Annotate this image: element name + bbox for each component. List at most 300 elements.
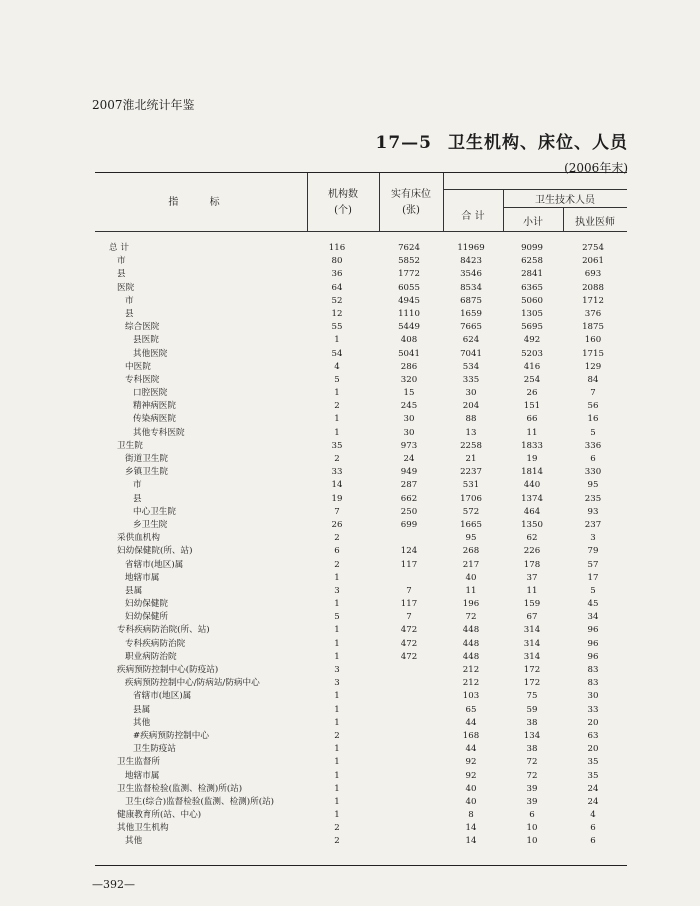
header-rule bbox=[503, 207, 627, 208]
cell-subtotal: 440 bbox=[523, 480, 541, 491]
cell-institutions: 14 bbox=[331, 480, 343, 491]
cell-beds: 699 bbox=[400, 519, 418, 530]
cell-total: 103 bbox=[462, 691, 480, 702]
cell-beds: 30 bbox=[403, 427, 415, 438]
cell-doctors: 6 bbox=[590, 454, 596, 464]
cell-institutions: 2 bbox=[334, 454, 340, 464]
table-number: 17—5 bbox=[375, 133, 432, 153]
row-name: 市 bbox=[133, 480, 142, 491]
cell-total: 6875 bbox=[460, 295, 482, 306]
cell-subtotal: 492 bbox=[523, 335, 541, 346]
cell-doctors: 235 bbox=[584, 493, 602, 504]
cell-total: 1665 bbox=[460, 519, 482, 530]
cell-subtotal: 1305 bbox=[521, 308, 543, 319]
cell-total: 88 bbox=[465, 414, 477, 425]
cell-institutions: 1 bbox=[334, 335, 340, 346]
row-name: 其他卫生机构 bbox=[117, 823, 169, 834]
cell-beds: 250 bbox=[400, 506, 418, 517]
col-beds-label: 实有床位 bbox=[391, 189, 431, 200]
cell-total: 72 bbox=[465, 612, 477, 623]
cell-institutions: 5 bbox=[334, 612, 340, 623]
table-row bbox=[95, 268, 627, 281]
table-row bbox=[95, 822, 627, 835]
stats-table bbox=[95, 172, 627, 849]
cell-doctors: 24 bbox=[587, 796, 599, 807]
row-name: 健康教育所(站、中心) bbox=[117, 810, 202, 821]
cell-beds: 117 bbox=[400, 599, 418, 610]
cell-institutions: 19 bbox=[331, 493, 343, 504]
cell-doctors: 79 bbox=[587, 546, 599, 557]
cell-doctors: 129 bbox=[584, 361, 602, 372]
cell-subtotal: 151 bbox=[523, 401, 541, 412]
cell-total: 11 bbox=[465, 585, 477, 596]
table-row bbox=[95, 677, 627, 690]
cell-subtotal: 159 bbox=[523, 599, 541, 610]
cell-institutions: 1 bbox=[334, 625, 340, 636]
table-row bbox=[95, 321, 627, 334]
cell-beds: 662 bbox=[400, 493, 418, 504]
cell-total: 92 bbox=[465, 757, 477, 768]
cell-subtotal: 37 bbox=[526, 572, 538, 583]
table-row bbox=[95, 308, 627, 321]
cell-institutions: 1 bbox=[334, 572, 340, 583]
row-name: 妇幼保健院 bbox=[125, 599, 168, 610]
cell-beds: 973 bbox=[400, 440, 418, 451]
cell-institutions: 5 bbox=[334, 374, 340, 385]
cell-total: 531 bbox=[462, 480, 480, 491]
cell-institutions: 6 bbox=[334, 546, 340, 557]
cell-total: 212 bbox=[462, 678, 480, 689]
cell-total: 168 bbox=[462, 730, 480, 741]
row-name: 乡镇卫生院 bbox=[125, 467, 168, 478]
cell-beds: 5852 bbox=[398, 256, 420, 267]
cell-total: 13 bbox=[465, 427, 477, 438]
cell-institutions: 33 bbox=[331, 467, 343, 478]
cell-doctors: 1715 bbox=[582, 348, 604, 359]
cell-total: 335 bbox=[462, 374, 480, 385]
cell-institutions: 52 bbox=[331, 295, 343, 306]
cell-total: 8 bbox=[468, 810, 474, 821]
cell-institutions: 55 bbox=[331, 322, 343, 333]
cell-total: 2258 bbox=[460, 440, 482, 451]
cell-doctors: 83 bbox=[587, 665, 599, 675]
table-row bbox=[95, 361, 627, 374]
table-row bbox=[95, 756, 627, 769]
cell-institutions: 1 bbox=[334, 704, 340, 715]
cell-total: 2237 bbox=[460, 467, 482, 478]
cell-institutions: 1 bbox=[334, 427, 340, 438]
cell-total: 3546 bbox=[460, 269, 482, 280]
cell-subtotal: 314 bbox=[523, 638, 541, 649]
table-row bbox=[95, 717, 627, 730]
col-subtotal: 小计 bbox=[523, 217, 543, 228]
cell-total: 21 bbox=[465, 454, 477, 464]
cell-subtotal: 19 bbox=[526, 454, 538, 464]
cell-doctors: 20 bbox=[587, 717, 599, 728]
table-row bbox=[95, 493, 627, 506]
cell-institutions: 4 bbox=[334, 361, 340, 372]
cell-beds: 472 bbox=[400, 651, 418, 662]
cell-institutions: 36 bbox=[331, 269, 343, 280]
table-row bbox=[95, 704, 627, 717]
cell-institutions: 2 bbox=[334, 533, 340, 544]
cell-institutions: 1 bbox=[334, 414, 340, 425]
row-name: 其他 bbox=[133, 717, 151, 728]
cell-doctors: 6 bbox=[590, 836, 596, 847]
table-row bbox=[95, 559, 627, 572]
col-institutions-label: 机构数 bbox=[328, 189, 358, 200]
cell-institutions: 2 bbox=[334, 559, 340, 570]
cell-subtotal: 59 bbox=[526, 704, 538, 715]
cell-total: 44 bbox=[465, 717, 477, 728]
cell-doctors: 96 bbox=[587, 651, 599, 662]
cell-institutions: 1 bbox=[334, 770, 340, 781]
col-institutions-unit: (个) bbox=[334, 205, 352, 216]
cell-subtotal: 172 bbox=[523, 665, 541, 675]
table-row bbox=[95, 809, 627, 822]
cell-subtotal: 178 bbox=[523, 559, 541, 570]
cell-institutions: 3 bbox=[334, 585, 340, 596]
cell-doctors: 1875 bbox=[582, 322, 604, 333]
table-row bbox=[95, 783, 627, 796]
row-name: 卫生监督检验(监测、检测)所(站) bbox=[117, 783, 243, 794]
table-row bbox=[95, 440, 627, 453]
cell-beds: 7624 bbox=[398, 243, 420, 253]
cell-doctors: 330 bbox=[584, 467, 602, 478]
cell-total: 204 bbox=[462, 401, 480, 412]
col-beds bbox=[379, 187, 443, 219]
col-total: 合 计 bbox=[461, 211, 485, 222]
col-doctors: 执业医师 bbox=[575, 217, 615, 228]
cell-institutions: 1 bbox=[334, 638, 340, 649]
row-name: 乡卫生院 bbox=[133, 519, 168, 530]
cell-doctors: 376 bbox=[584, 308, 602, 319]
row-name: #疾病预防控制中心 bbox=[133, 730, 209, 741]
table-row bbox=[95, 282, 627, 295]
table-row bbox=[95, 611, 627, 624]
table-title-text: 卫生机构、床位、人员 bbox=[448, 133, 628, 153]
cell-beds: 286 bbox=[400, 361, 418, 372]
row-name: 妇幼保健院(所、站) bbox=[117, 546, 193, 557]
table-row bbox=[95, 400, 627, 413]
row-name: 口腔医院 bbox=[133, 388, 168, 399]
cell-beds: 7 bbox=[406, 585, 412, 596]
table-subtitle: (2006年末) bbox=[564, 161, 628, 175]
cell-beds: 5449 bbox=[398, 322, 420, 333]
row-name: 县医院 bbox=[133, 335, 159, 346]
cell-subtotal: 9099 bbox=[521, 243, 543, 253]
cell-total: 448 bbox=[462, 625, 480, 636]
cell-beds: 5041 bbox=[398, 348, 420, 359]
cell-total: 572 bbox=[462, 506, 480, 517]
table-row bbox=[95, 598, 627, 611]
table-row bbox=[95, 651, 627, 664]
cell-doctors: 96 bbox=[587, 638, 599, 649]
cell-beds: 472 bbox=[400, 625, 418, 636]
cell-institutions: 1 bbox=[334, 757, 340, 768]
cell-institutions: 26 bbox=[331, 519, 343, 530]
cell-subtotal: 38 bbox=[526, 717, 538, 728]
cell-total: 7665 bbox=[460, 322, 482, 333]
yearbook-header: 2007淮北统计年鉴 bbox=[92, 98, 195, 112]
cell-total: 196 bbox=[462, 599, 480, 610]
cell-total: 30 bbox=[465, 388, 477, 399]
cell-doctors: 33 bbox=[587, 704, 599, 715]
cell-subtotal: 39 bbox=[526, 796, 538, 807]
row-name: 专科医院 bbox=[125, 374, 160, 385]
table-row bbox=[95, 295, 627, 308]
cell-total: 14 bbox=[465, 836, 477, 847]
cell-beds: 949 bbox=[400, 467, 418, 478]
cell-beds: 408 bbox=[400, 335, 418, 346]
cell-doctors: 16 bbox=[587, 414, 599, 425]
cell-beds: 24 bbox=[403, 454, 415, 464]
cell-subtotal: 10 bbox=[526, 836, 538, 847]
cell-subtotal: 1833 bbox=[521, 440, 543, 451]
cell-doctors: 57 bbox=[587, 559, 599, 570]
cell-subtotal: 314 bbox=[523, 625, 541, 636]
cell-subtotal: 67 bbox=[526, 612, 538, 623]
row-name: 省辖市(地区)属 bbox=[125, 559, 184, 570]
cell-institutions: 64 bbox=[331, 282, 343, 293]
cell-doctors: 35 bbox=[587, 770, 599, 781]
cell-total: 40 bbox=[465, 572, 477, 583]
cell-subtotal: 62 bbox=[526, 533, 538, 544]
table-row bbox=[95, 453, 627, 466]
cell-doctors: 96 bbox=[587, 625, 599, 636]
row-name: 地辖市属 bbox=[125, 572, 160, 583]
row-name: 卫生防疫站 bbox=[133, 744, 176, 755]
cell-institutions: 2 bbox=[334, 730, 340, 741]
row-name: 其他 bbox=[125, 836, 143, 847]
cell-subtotal: 416 bbox=[523, 361, 541, 372]
cell-doctors: 45 bbox=[587, 599, 599, 610]
row-name: 街道卫生院 bbox=[125, 454, 168, 464]
bottom-rule bbox=[95, 865, 627, 866]
cell-total: 7041 bbox=[460, 348, 482, 359]
row-name: 采供血机构 bbox=[117, 533, 160, 544]
cell-subtotal: 2841 bbox=[521, 269, 543, 280]
page-number: —392— bbox=[92, 878, 135, 891]
cell-doctors: 693 bbox=[584, 269, 602, 280]
cell-institutions: 54 bbox=[331, 348, 343, 359]
cell-institutions: 1 bbox=[334, 651, 340, 662]
cell-beds: 117 bbox=[400, 559, 418, 570]
cell-doctors: 93 bbox=[587, 506, 599, 517]
cell-beds: 1110 bbox=[398, 308, 420, 319]
cell-doctors: 83 bbox=[587, 678, 599, 689]
cell-subtotal: 39 bbox=[526, 783, 538, 794]
cell-institutions: 1 bbox=[334, 717, 340, 728]
table-body bbox=[95, 232, 627, 849]
cell-total: 8423 bbox=[460, 256, 482, 267]
cell-beds: 30 bbox=[403, 414, 415, 425]
cell-institutions: 1 bbox=[334, 810, 340, 821]
cell-doctors: 24 bbox=[587, 783, 599, 794]
cell-doctors: 237 bbox=[584, 519, 602, 530]
cell-institutions: 7 bbox=[334, 506, 340, 517]
cell-total: 212 bbox=[462, 665, 480, 675]
cell-subtotal: 10 bbox=[526, 823, 538, 834]
cell-doctors: 34 bbox=[587, 612, 599, 623]
table-row bbox=[95, 835, 627, 848]
row-name: 县 bbox=[117, 269, 126, 280]
cell-subtotal: 38 bbox=[526, 744, 538, 755]
table-row bbox=[95, 242, 627, 255]
cell-institutions: 2 bbox=[334, 401, 340, 412]
cell-total: 11969 bbox=[457, 243, 485, 253]
cell-doctors: 7 bbox=[590, 388, 596, 399]
col-beds-unit: (张) bbox=[402, 205, 420, 216]
cell-total: 44 bbox=[465, 744, 477, 755]
table-row bbox=[95, 572, 627, 585]
cell-institutions: 2 bbox=[334, 823, 340, 834]
cell-subtotal: 172 bbox=[523, 678, 541, 689]
cell-total: 40 bbox=[465, 796, 477, 807]
cell-doctors: 336 bbox=[584, 440, 602, 451]
cell-total: 1706 bbox=[460, 493, 482, 504]
table-row bbox=[95, 664, 627, 677]
row-name: 总 计 bbox=[109, 243, 129, 253]
cell-doctors: 95 bbox=[587, 480, 599, 491]
cell-total: 8534 bbox=[460, 282, 482, 293]
cell-doctors: 2754 bbox=[582, 243, 604, 253]
row-name: 县 bbox=[133, 493, 142, 504]
row-name: 疾病预防控制中心/防病站/防病中心 bbox=[125, 678, 260, 689]
cell-institutions: 35 bbox=[331, 440, 343, 451]
cell-subtotal: 11 bbox=[526, 585, 538, 596]
cell-institutions: 1 bbox=[334, 691, 340, 702]
cell-institutions: 1 bbox=[334, 783, 340, 794]
row-name: 专科疾病防治院 bbox=[125, 638, 186, 649]
row-name: 省辖市(地区)属 bbox=[133, 691, 192, 702]
cell-total: 65 bbox=[465, 704, 477, 715]
table-row bbox=[95, 690, 627, 703]
cell-doctors: 63 bbox=[587, 730, 599, 741]
cell-institutions: 3 bbox=[334, 665, 340, 675]
cell-subtotal: 66 bbox=[526, 414, 538, 425]
title-block bbox=[376, 128, 629, 176]
cell-subtotal: 72 bbox=[526, 757, 538, 768]
cell-beds: 6055 bbox=[398, 282, 420, 293]
cell-total: 14 bbox=[465, 823, 477, 834]
cell-beds: 287 bbox=[400, 480, 418, 491]
row-name: 妇幼保健所 bbox=[125, 612, 168, 623]
table-row bbox=[95, 519, 627, 532]
row-name: 职业病防治院 bbox=[125, 651, 177, 662]
cell-total: 217 bbox=[462, 559, 480, 570]
cell-subtotal: 464 bbox=[523, 506, 541, 517]
row-name: 县属 bbox=[125, 585, 143, 596]
cell-doctors: 2061 bbox=[582, 256, 604, 267]
cell-institutions: 1 bbox=[334, 796, 340, 807]
cell-subtotal: 72 bbox=[526, 770, 538, 781]
cell-beds: 15 bbox=[403, 388, 415, 399]
cell-beds: 4945 bbox=[398, 295, 420, 306]
table-row bbox=[95, 506, 627, 519]
cell-doctors: 5 bbox=[590, 585, 596, 596]
cell-total: 268 bbox=[462, 546, 480, 557]
table-row bbox=[95, 770, 627, 783]
row-name: 医院 bbox=[117, 282, 135, 293]
row-name: 精神病医院 bbox=[133, 401, 176, 412]
cell-doctors: 20 bbox=[587, 744, 599, 755]
cell-beds: 124 bbox=[400, 546, 418, 557]
cell-subtotal: 6258 bbox=[521, 256, 543, 267]
table-row bbox=[95, 374, 627, 387]
cell-beds: 7 bbox=[406, 612, 412, 623]
cell-institutions: 12 bbox=[331, 308, 343, 319]
cell-doctors: 4 bbox=[590, 810, 596, 821]
cell-subtotal: 26 bbox=[526, 388, 538, 399]
cell-institutions: 116 bbox=[328, 243, 346, 253]
cell-total: 1659 bbox=[460, 308, 482, 319]
cell-total: 92 bbox=[465, 770, 477, 781]
cell-doctors: 5 bbox=[590, 427, 596, 438]
cell-doctors: 3 bbox=[590, 533, 596, 544]
col-institutions bbox=[307, 187, 379, 219]
table-row bbox=[95, 479, 627, 492]
cell-institutions: 80 bbox=[331, 256, 343, 267]
cell-subtotal: 6 bbox=[529, 810, 535, 821]
cell-beds: 320 bbox=[400, 374, 418, 385]
table-row bbox=[95, 466, 627, 479]
cell-institutions: 3 bbox=[334, 678, 340, 689]
row-name: 卫生院 bbox=[117, 440, 143, 451]
row-name: 市 bbox=[117, 256, 126, 267]
row-name: 中医院 bbox=[125, 361, 151, 372]
col-tech-staff: 卫生技术人员 bbox=[535, 195, 595, 206]
table-row bbox=[95, 545, 627, 558]
row-name: 传染病医院 bbox=[133, 414, 176, 425]
table-row bbox=[95, 255, 627, 268]
cell-total: 448 bbox=[462, 638, 480, 649]
cell-subtotal: 314 bbox=[523, 651, 541, 662]
row-name: 专科疾病防治院(所、站) bbox=[117, 625, 210, 636]
cell-subtotal: 5695 bbox=[521, 322, 543, 333]
row-name: 中心卫生院 bbox=[133, 506, 176, 517]
cell-subtotal: 1814 bbox=[521, 467, 543, 478]
row-name: 县 bbox=[125, 308, 134, 319]
cell-doctors: 2088 bbox=[582, 282, 604, 293]
table-row bbox=[95, 624, 627, 637]
cell-subtotal: 11 bbox=[526, 427, 538, 438]
cell-beds: 1772 bbox=[398, 269, 420, 280]
row-name: 地辖市属 bbox=[125, 770, 160, 781]
cell-doctors: 35 bbox=[587, 757, 599, 768]
table-row bbox=[95, 334, 627, 347]
row-name: 卫生监督所 bbox=[117, 757, 160, 768]
table-row bbox=[95, 796, 627, 809]
cell-institutions: 1 bbox=[334, 744, 340, 755]
row-name: 综合医院 bbox=[125, 322, 160, 333]
cell-subtotal: 1350 bbox=[521, 519, 543, 530]
table-header bbox=[95, 172, 627, 232]
cell-total: 624 bbox=[462, 335, 480, 346]
table-row bbox=[95, 532, 627, 545]
cell-total: 448 bbox=[462, 651, 480, 662]
cell-subtotal: 6365 bbox=[521, 282, 543, 293]
cell-subtotal: 75 bbox=[526, 691, 538, 702]
cell-subtotal: 254 bbox=[523, 374, 541, 385]
table-row bbox=[95, 427, 627, 440]
table-row bbox=[95, 730, 627, 743]
cell-total: 40 bbox=[465, 783, 477, 794]
cell-doctors: 84 bbox=[587, 374, 599, 385]
cell-subtotal: 134 bbox=[523, 730, 541, 741]
cell-subtotal: 226 bbox=[523, 546, 541, 557]
cell-institutions: 2 bbox=[334, 836, 340, 847]
